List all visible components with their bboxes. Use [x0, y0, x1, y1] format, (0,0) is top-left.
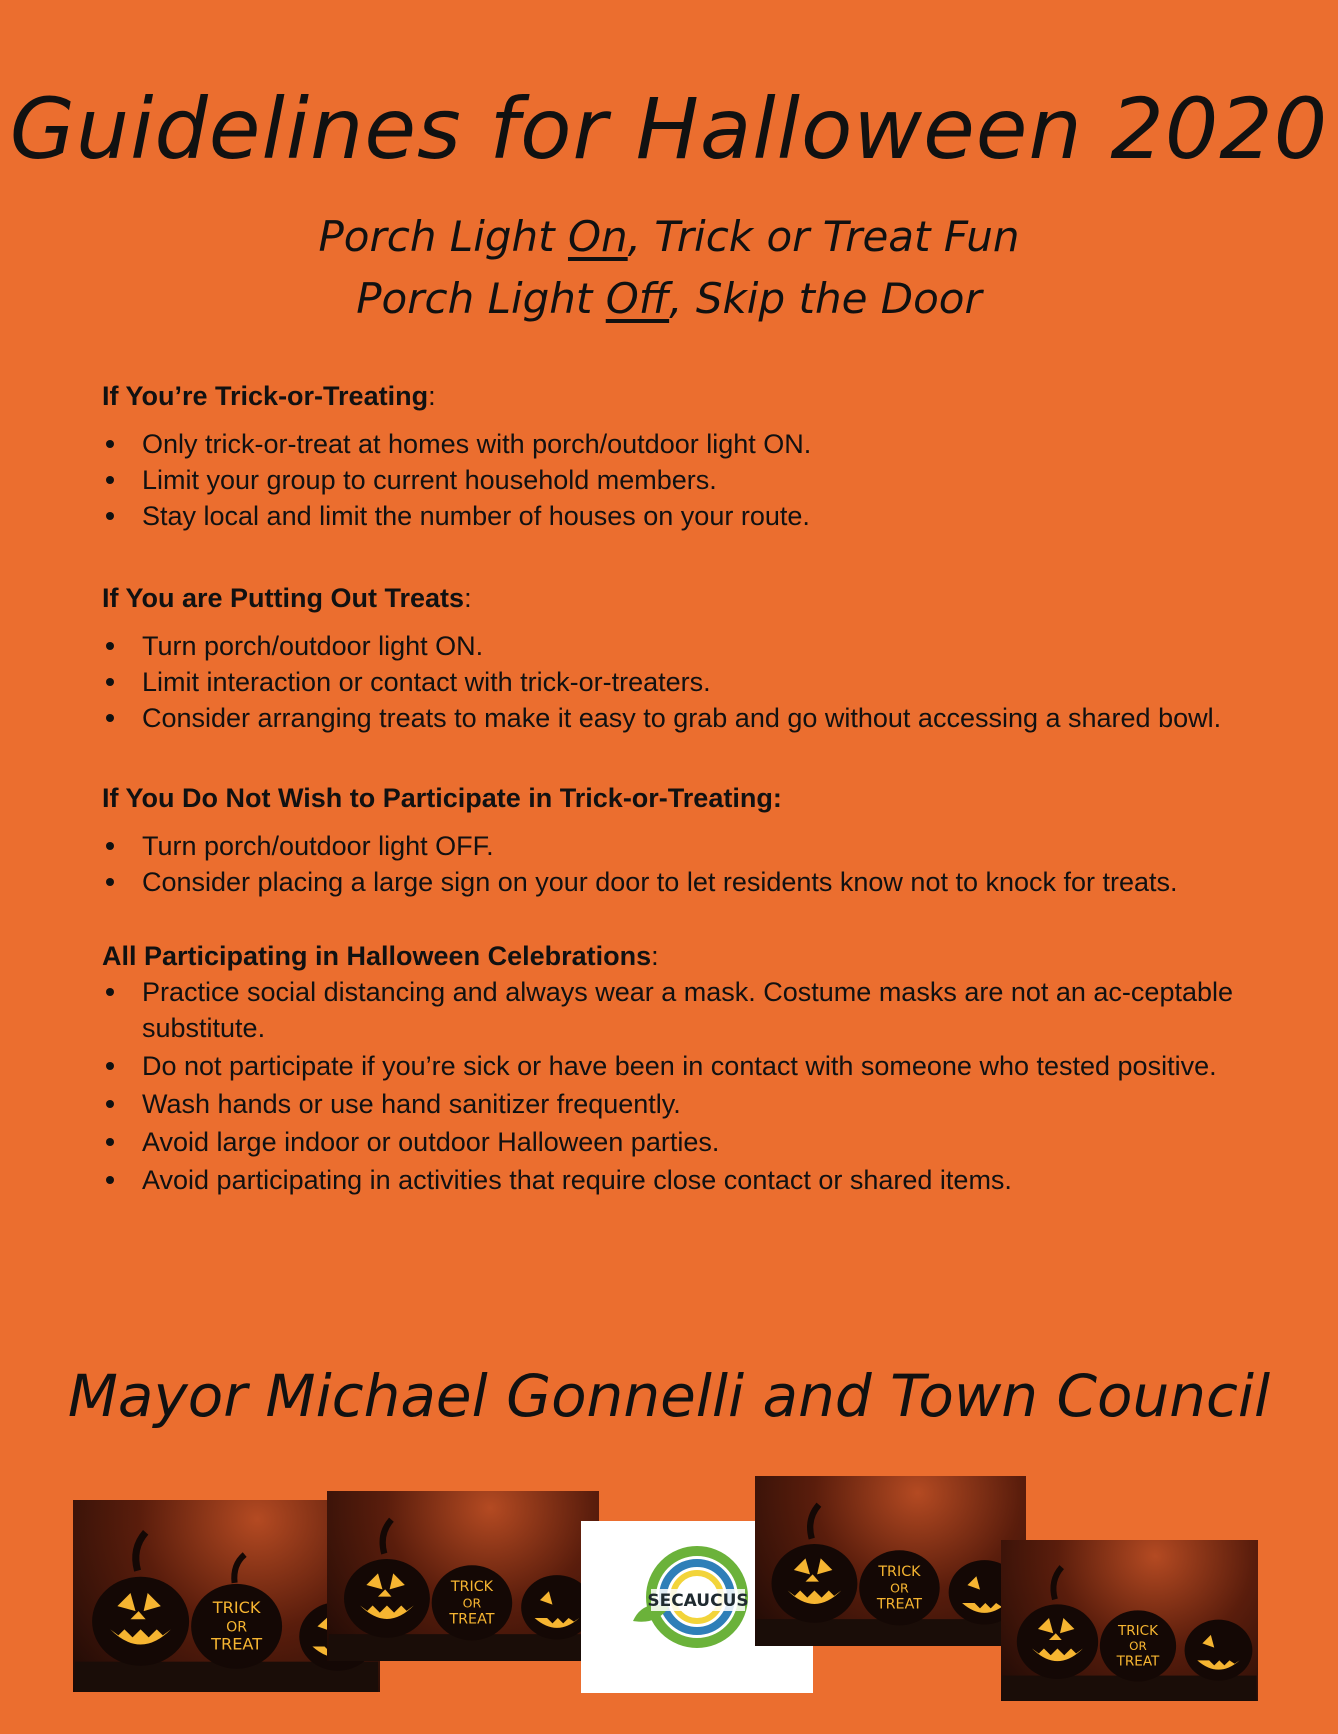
list-item: Practice social distancing and always wear a mask. Costume masks are not an ac-ceptable substitute.: [102, 974, 1252, 1046]
pumpkin-text-trick: TRICK: [878, 1564, 921, 1581]
list-item: Avoid large indoor or outdoor Halloween parties.: [102, 1124, 1252, 1160]
section-heading: [102, 780, 1252, 816]
list-item: Stay local and limit the number of houses on your route.: [102, 498, 1252, 534]
jack-o-lantern-icon: [327, 1491, 599, 1661]
list-item: Limit interaction or contact with trick-or-treaters.: [102, 664, 1252, 700]
tagline-line2-suffix: , Skip the Door: [669, 274, 982, 323]
tagline-porch-light-off: [0, 274, 1338, 323]
pumpkin-text-treat: TREAT: [449, 1611, 495, 1628]
tagline-line2-emph: Off: [605, 274, 670, 323]
list-item: Avoid participating in activities that require close contact or shared items.: [102, 1162, 1252, 1198]
pumpkin-text-or: OR: [1129, 1639, 1147, 1654]
section-heading-text: If You are Putting Out Treats: [102, 583, 465, 613]
section-heading-text: All Participating in Halloween Celebrations: [102, 941, 652, 971]
pumpkin-text-treat: TREAT: [1116, 1653, 1160, 1670]
list-item: Consider arranging treats to make it easy to grab and go without accessing a shared bowl.: [102, 700, 1252, 736]
list-item: Wash hands or use hand sanitizer frequently.: [102, 1086, 1252, 1122]
section-not-participating: [102, 780, 1252, 900]
tagline-line1-suffix: , Trick or Treat Fun: [627, 212, 1020, 261]
section-trick-or-treating: [102, 378, 1252, 534]
section-heading: [102, 580, 1252, 616]
logo-text: SECAUCUS: [647, 1591, 749, 1611]
section-all-participating: [102, 938, 1252, 1198]
list-item: Turn porch/outdoor light ON.: [102, 628, 1252, 664]
list-item: Do not participate if you’re sick or have been in contact with someone who tested positive.: [102, 1048, 1252, 1084]
section-heading-text: If You Do Not Wish to Participate in Trick-or-Treating:: [102, 783, 782, 813]
tagline-line1-prefix: Porch Light: [318, 212, 568, 261]
footer-signature: Mayor Michael Gonnelli and Town Council: [67, 1362, 1271, 1430]
section-heading-text: If You’re Trick-or-Treating: [102, 381, 429, 411]
section-heading: [102, 938, 1252, 974]
section-heading-colon: :: [464, 583, 472, 613]
tagline-porch-light-on: [0, 212, 1338, 261]
list-item: Limit your group to current household members.: [102, 462, 1252, 498]
pumpkin-text-treat: TREAT: [211, 1634, 263, 1654]
bullet-list: [102, 974, 1252, 1198]
pumpkin-photo: [1001, 1540, 1258, 1701]
list-item: Consider placing a large sign on your door to let residents know not to knock for treats.: [102, 864, 1252, 900]
pumpkin-text-or: OR: [890, 1580, 909, 1596]
list-item: Only trick-or-treat at homes with porch/outdoor light ON.: [102, 426, 1252, 462]
pumpkin-photo: [327, 1491, 599, 1661]
bullet-list: [102, 828, 1252, 900]
page-title: Guidelines for Halloween 2020: [9, 80, 1329, 178]
tagline-line2-prefix: Porch Light: [356, 274, 606, 323]
pumpkin-text-trick: TRICK: [212, 1598, 261, 1618]
pumpkin-text-trick: TRICK: [450, 1579, 494, 1596]
pumpkin-text-treat: TREAT: [876, 1596, 923, 1613]
section-heading-colon: :: [428, 381, 436, 411]
jack-o-lantern-icon: [1001, 1540, 1258, 1701]
section-heading-colon: :: [651, 941, 659, 971]
pumpkin-photo: [755, 1476, 1026, 1646]
pumpkin-text-trick: TRICK: [1117, 1622, 1158, 1639]
pumpkin-text-or: OR: [462, 1595, 482, 1611]
section-putting-out-treats: [102, 580, 1252, 736]
tagline-line1-emph: On: [567, 212, 628, 261]
list-item: Turn porch/outdoor light OFF.: [102, 828, 1252, 864]
pumpkin-text-or: OR: [226, 1619, 248, 1636]
jack-o-lantern-icon: [755, 1476, 1026, 1646]
bullet-list: [102, 426, 1252, 534]
section-heading: [102, 378, 1252, 414]
guidelines-content: [102, 378, 1252, 1200]
bullet-list: [102, 628, 1252, 736]
